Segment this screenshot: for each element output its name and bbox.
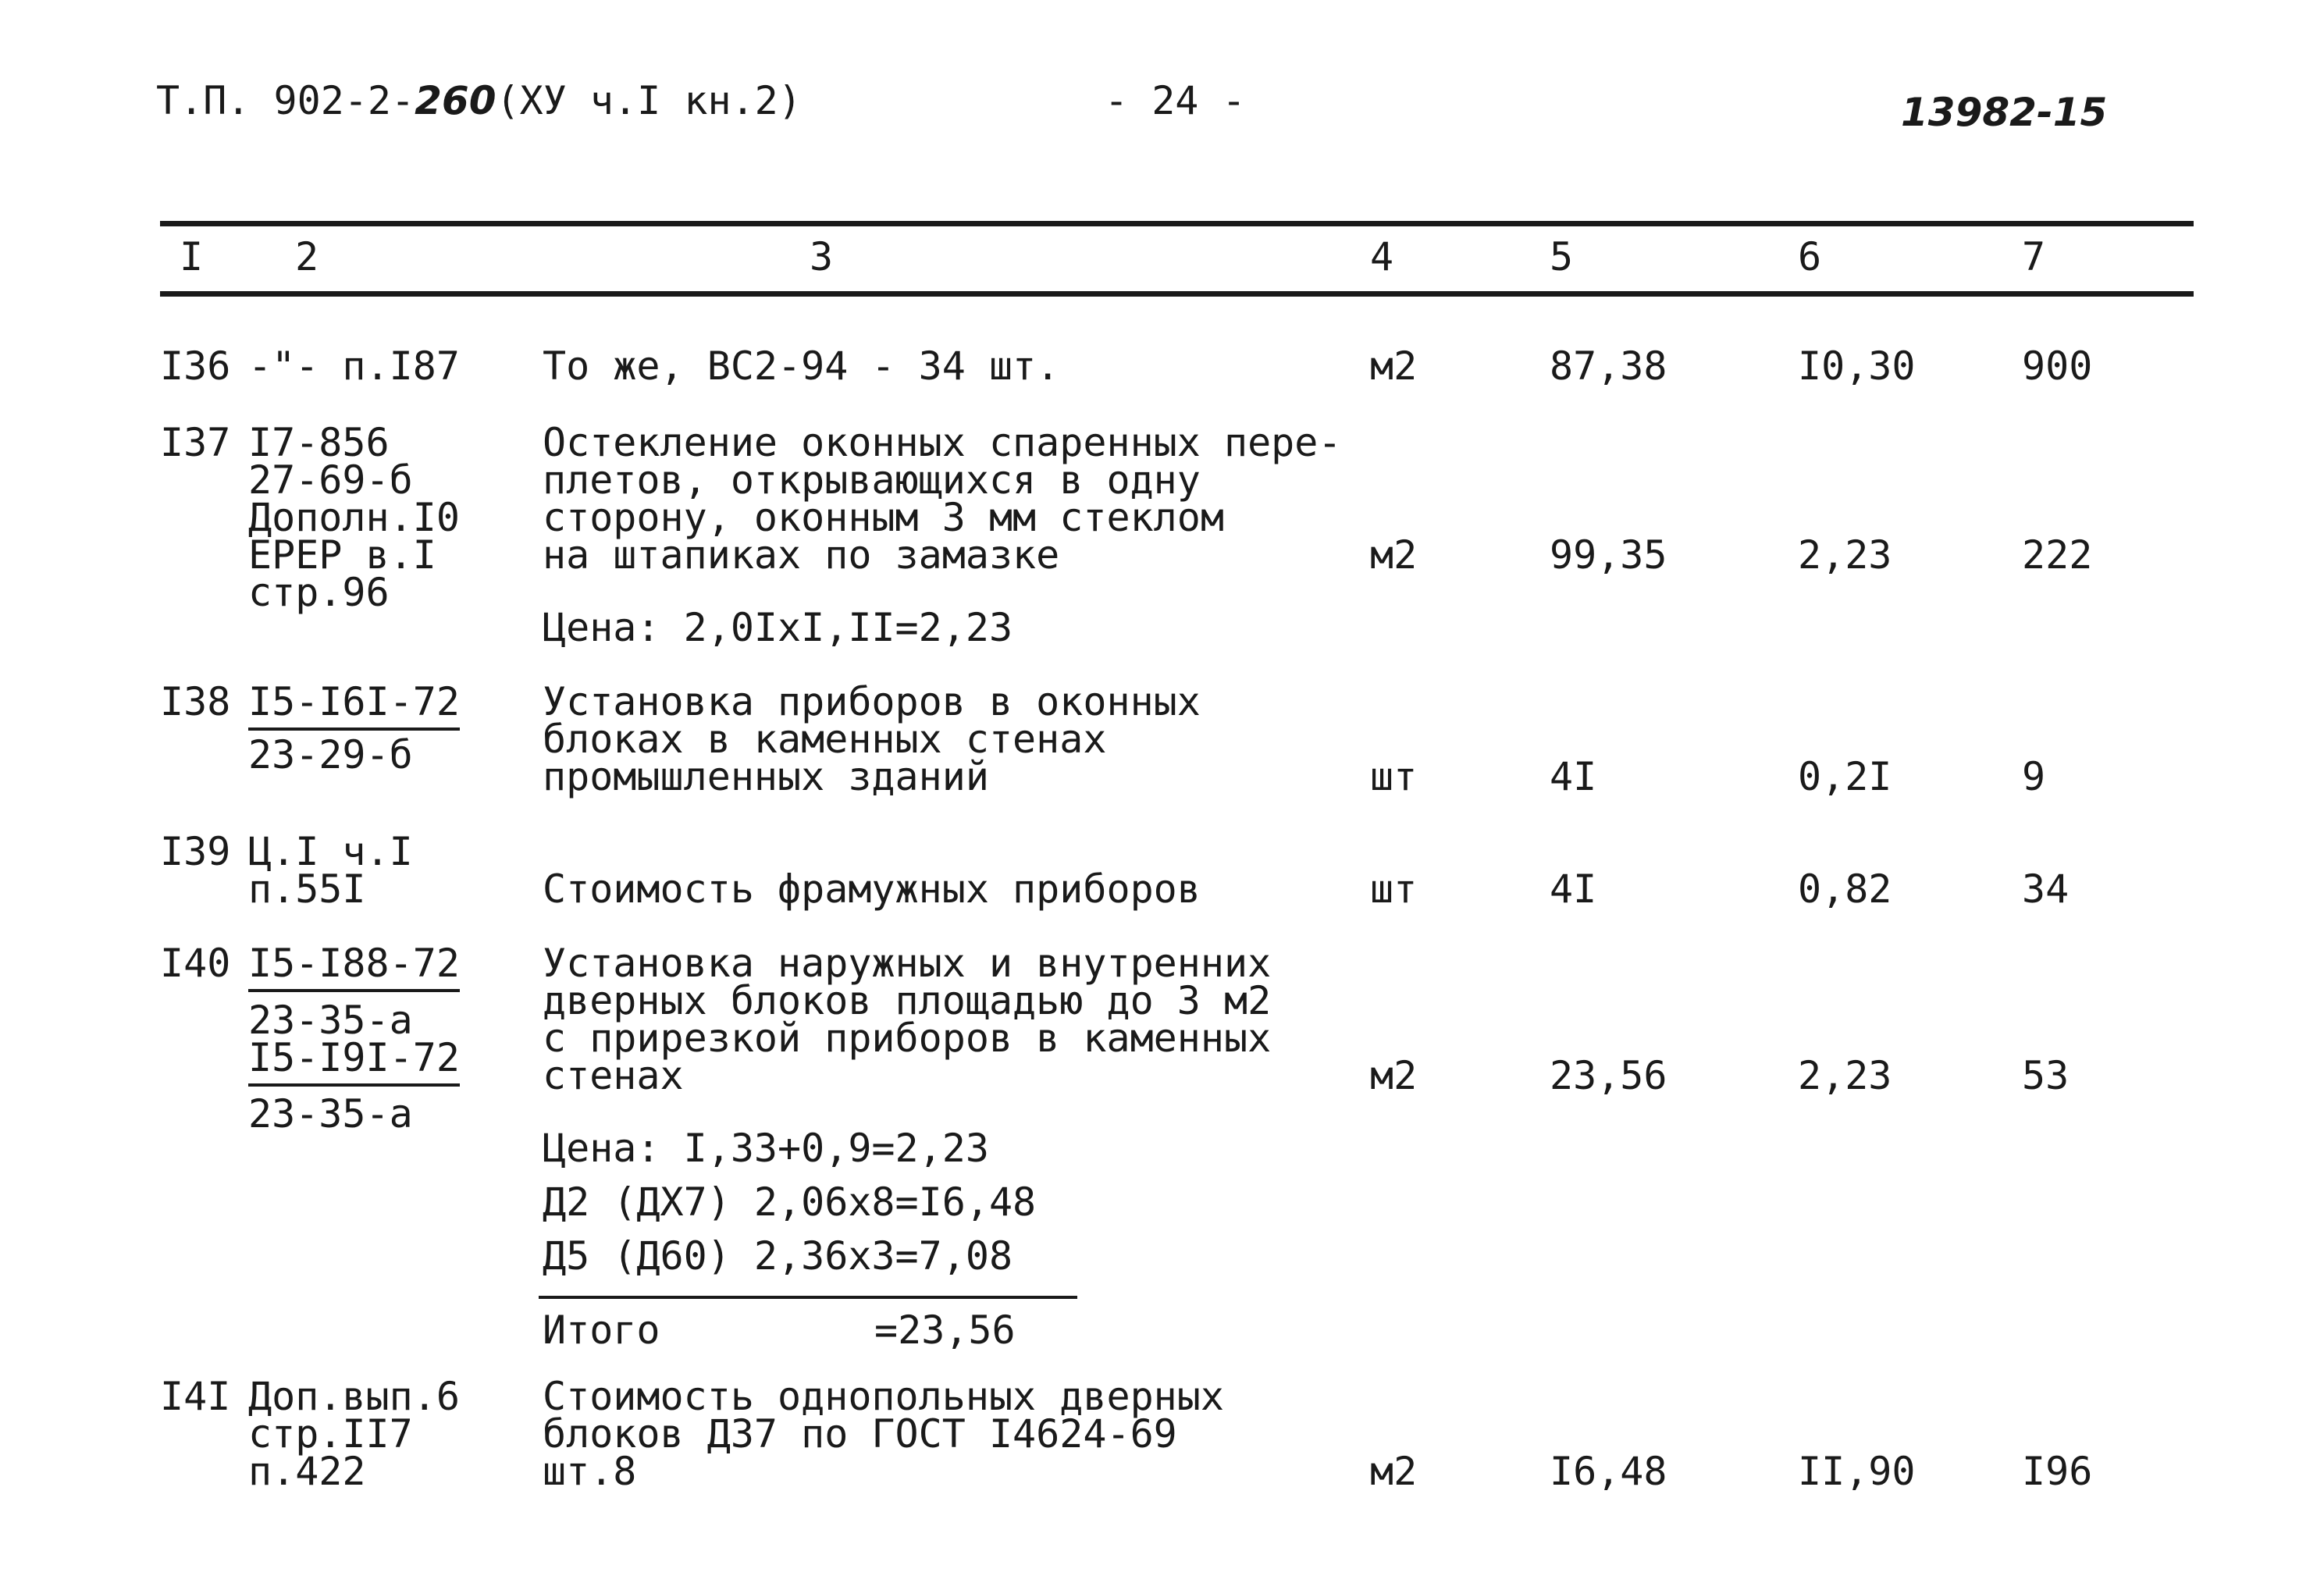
row-calc-note: Д2 (ДХ7) 2,06х8=I6,48 xyxy=(543,1179,1037,1225)
page-number: - 24 - xyxy=(1105,78,1246,123)
row-total: 9 xyxy=(2022,754,2046,799)
row-unit-price: 2,23 xyxy=(1798,532,1892,578)
row-description-line: Стоимость однопольных дверных xyxy=(543,1374,1224,1419)
row-quantity: 99,35 xyxy=(1550,532,1667,578)
row-unit: шт xyxy=(1370,754,1418,799)
row-reference-line: п.422 xyxy=(248,1449,366,1494)
reference-fraction-numerator: I5-I6I-72 xyxy=(248,679,460,731)
row-reference-line xyxy=(248,1035,460,1080)
row-reference-line xyxy=(248,941,460,986)
row-number: I4I xyxy=(160,1374,231,1419)
row-reference-line: 23-29-б xyxy=(248,732,413,777)
row-price-note: Цена: I,33+0,9=2,23 xyxy=(543,1126,989,1171)
row-number: I36 xyxy=(160,343,231,389)
row-unit: м2 xyxy=(1370,532,1418,578)
row-reference-line: Дополн.I0 xyxy=(248,495,460,540)
row-quantity: I6,48 xyxy=(1550,1449,1667,1494)
row-reference-line: ЕРЕР в.I xyxy=(248,532,436,578)
row-description-line: с прирезкой приборов в каменных xyxy=(543,1016,1272,1061)
column-header-2: 2 xyxy=(295,234,319,279)
row-description-line: Остекление оконных спаренных пере- xyxy=(543,420,1342,465)
row-reference-line: стр.II7 xyxy=(248,1411,413,1457)
row-unit-price: 2,23 xyxy=(1798,1053,1892,1098)
reference-fraction-numerator: I5-I9I-72 xyxy=(248,1035,460,1087)
column-header-7: 7 xyxy=(2022,234,2046,279)
row-unit-price: I0,30 xyxy=(1798,343,1916,389)
column-header-1: I xyxy=(180,234,204,279)
row-reference: -"- п.I87 xyxy=(248,343,460,389)
row-description-line: на штапиках по замазке xyxy=(543,532,1060,578)
sum-rule xyxy=(539,1296,1077,1299)
row-calc-note: Д5 (Д60) 2,36х3=7,08 xyxy=(543,1233,1013,1279)
row-description-line: блоках в каменных стенах xyxy=(543,717,1107,762)
row-unit: м2 xyxy=(1370,1449,1418,1494)
row-reference-line: 23-35-а xyxy=(248,1091,413,1137)
row-unit: м2 xyxy=(1370,343,1418,389)
row-description-line: Установка приборов в оконных xyxy=(543,679,1201,724)
row-description-line: сторону, оконным 3 мм стеклом xyxy=(543,495,1224,540)
row-number: I38 xyxy=(160,679,231,724)
row-reference-line: Доп.вып.6 xyxy=(248,1374,460,1419)
row-unit-price: 0,82 xyxy=(1798,866,1892,912)
row-number: I37 xyxy=(160,420,231,465)
row-description-line: шт.8 xyxy=(543,1449,637,1494)
row-total: 222 xyxy=(2022,532,2093,578)
row-total: 34 xyxy=(2022,866,2070,912)
doc-ref-prefix: Т.П. 902-2- xyxy=(156,78,415,123)
row-description: То же, ВС2-94 - 34 шт. xyxy=(543,343,1060,389)
row-quantity: 4I xyxy=(1550,754,1597,799)
row-quantity: 87,38 xyxy=(1550,343,1667,389)
row-unit: шт xyxy=(1370,866,1418,912)
row-reference-line: Ц.I ч.I xyxy=(248,829,413,874)
row-description-line: промышленных зданий xyxy=(543,754,989,799)
total-label: Итого xyxy=(543,1307,660,1353)
row-reference-line xyxy=(248,679,460,724)
row-total: 900 xyxy=(2022,343,2093,389)
row-description-line: стенах xyxy=(543,1053,684,1098)
row-reference-line: п.55I xyxy=(248,866,366,912)
row-reference-line: 23-35-а xyxy=(248,998,413,1043)
row-number: I39 xyxy=(160,829,231,874)
table-header-rule xyxy=(160,291,2194,297)
row-description: Стоимость фрамужных приборов xyxy=(543,866,1201,912)
row-reference-line: I7-856 xyxy=(248,420,390,465)
row-description-line: дверных блоков площадью до 3 м2 xyxy=(543,978,1272,1023)
row-total: I96 xyxy=(2022,1449,2093,1494)
doc-ref-suffix: (ХУ ч.I кн.2) xyxy=(496,78,802,123)
column-header-5: 5 xyxy=(1550,234,1574,279)
row-reference-line: 27-69-б xyxy=(248,457,413,503)
row-unit-price: 0,2I xyxy=(1798,754,1892,799)
row-reference-line: стр.96 xyxy=(248,570,390,615)
total-value: =23,56 xyxy=(874,1307,1016,1353)
column-header-3: 3 xyxy=(810,234,834,279)
row-price-note: Цена: 2,0IxI,II=2,23 xyxy=(543,605,1013,650)
doc-ref-number: 260 xyxy=(415,78,496,123)
row-quantity: 4I xyxy=(1550,866,1597,912)
row-unit-price: II,90 xyxy=(1798,1449,1916,1494)
row-description-line: блоков Д37 по ГОСТ I4624-69 xyxy=(543,1411,1177,1457)
row-number: I40 xyxy=(160,941,231,986)
reference-fraction-numerator: I5-I88-72 xyxy=(248,941,460,992)
row-description-line: Установка наружных и внутренних xyxy=(543,941,1272,986)
column-header-6: 6 xyxy=(1798,234,1822,279)
document-reference xyxy=(156,78,802,123)
archive-number: 13982-15 xyxy=(1901,90,2108,135)
row-description-line: плетов, открывающихся в одну xyxy=(543,457,1201,503)
table-top-rule xyxy=(160,221,2194,226)
row-unit: м2 xyxy=(1370,1053,1418,1098)
row-quantity: 23,56 xyxy=(1550,1053,1667,1098)
column-header-4: 4 xyxy=(1370,234,1394,279)
row-total: 53 xyxy=(2022,1053,2070,1098)
